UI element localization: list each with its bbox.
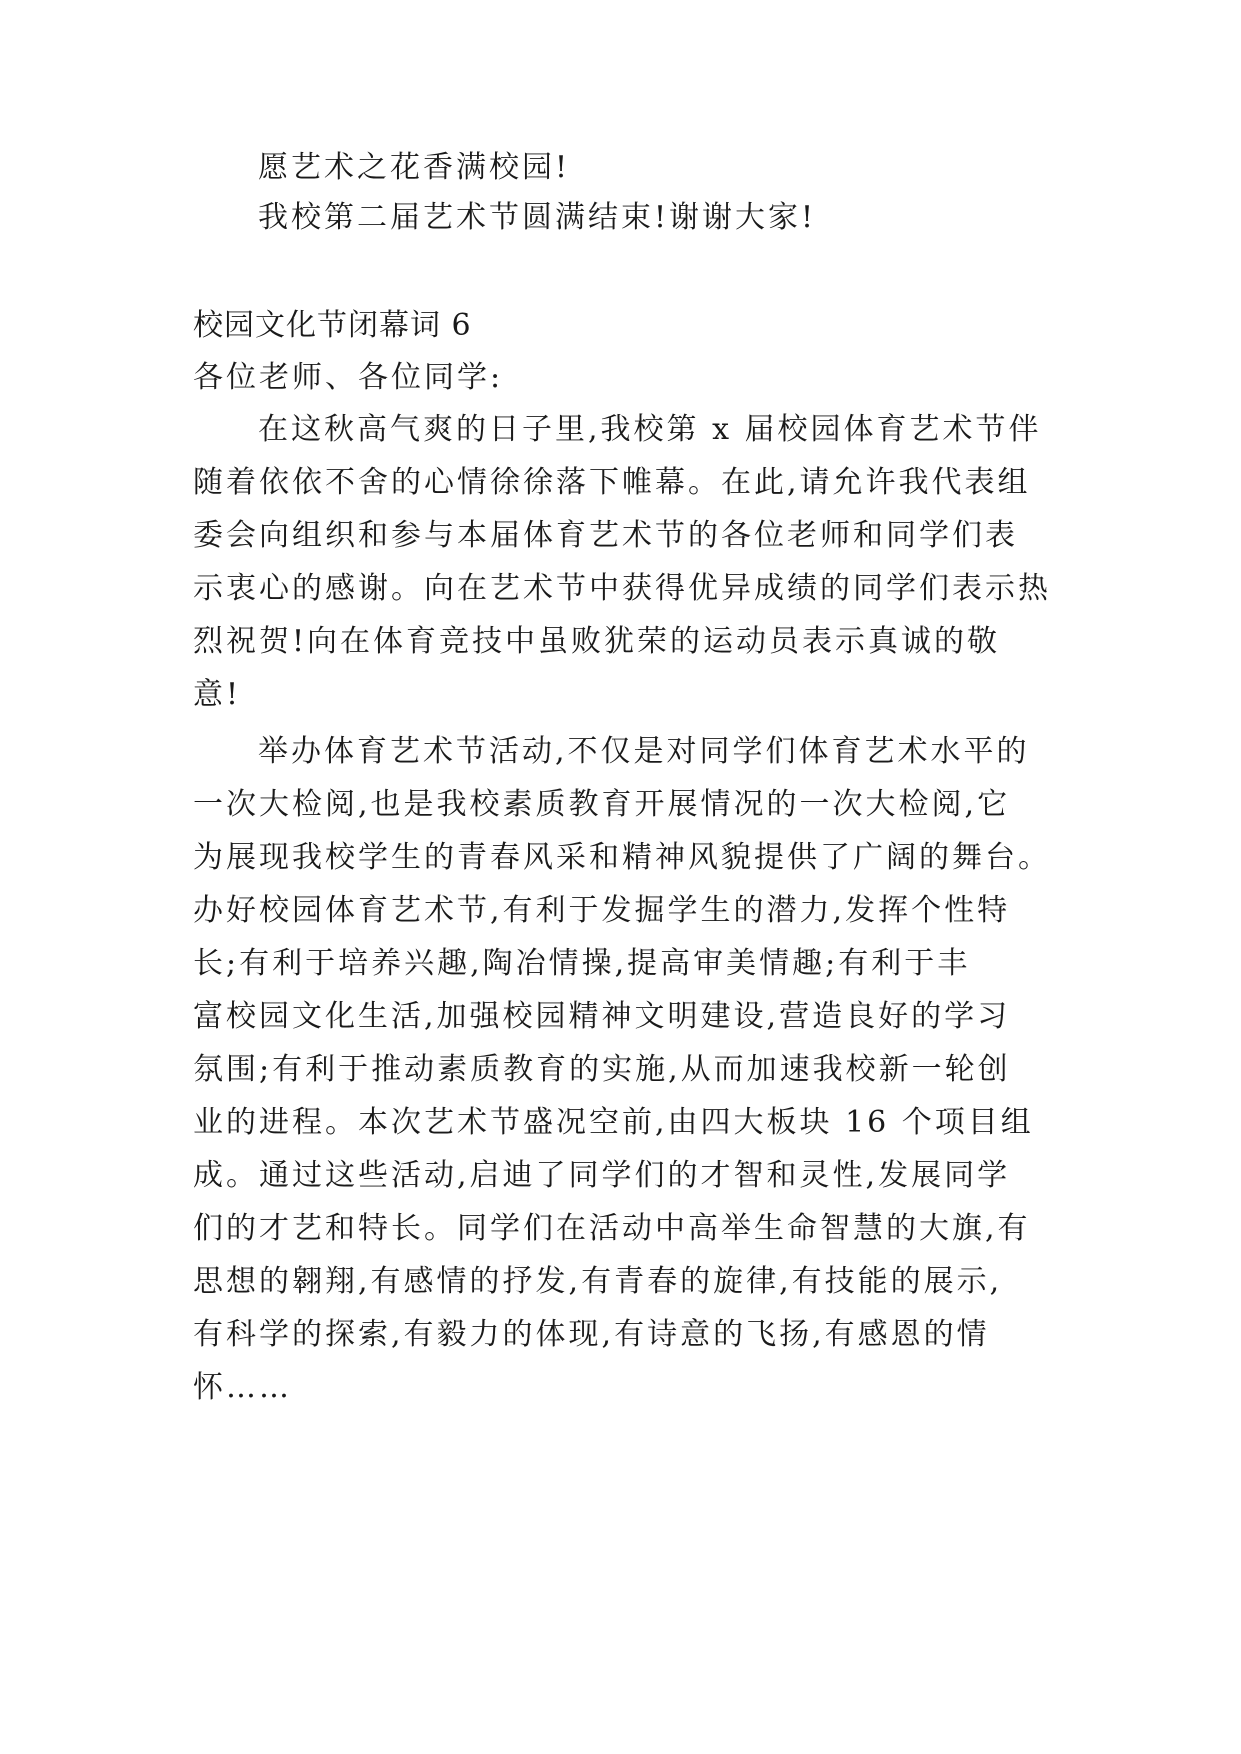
paragraph-line: 长;有利于培养兴趣,陶冶情操,提高审美情趣;有利于丰 — [193, 946, 971, 981]
paragraph-line: 办好校园体育艺术节,有利于发掘学生的潜力,发挥个性特 — [193, 893, 1011, 928]
paragraph-line: 举办体育艺术节活动,不仅是对同学们体育艺术水平的 — [258, 734, 1030, 769]
paragraph-line: 为展现我校学生的青春风采和精神风貌提供了广阔的舞台。 — [193, 840, 1051, 875]
paragraph-line: 业的进程。本次艺术节盛况空前,由四大板块 16 个项目组 — [193, 1105, 1034, 1140]
paragraph-line: 成。通过这些活动,启迪了同学们的才智和灵性,发展同学 — [193, 1158, 1011, 1193]
section-title: 校园文化节闭幕词 6 — [193, 308, 472, 343]
paragraph-line: 有科学的探索,有毅力的体现,有诗意的飞扬,有感恩的情 — [193, 1317, 990, 1352]
closing-line: 我校第二届艺术节圆满结束!谢谢大家! — [258, 200, 817, 235]
paragraph-line: 思想的翱翔,有感情的抒发,有青春的旋律,有技能的展示, — [193, 1264, 1003, 1299]
paragraph-line: 委会向组织和参与本届体育艺术节的各位老师和同学们表 — [193, 518, 1018, 553]
paragraph-line: 随着依依不舍的心情徐徐落下帷幕。在此,请允许我代表组 — [193, 465, 1031, 500]
paragraph-line: 富校园文化生活,加强校园精神文明建设,营造良好的学习 — [193, 999, 1011, 1034]
salutation: 各位老师、各位同学: — [193, 360, 504, 395]
paragraph-line: 在这秋高气爽的日子里,我校第 x 届校园体育艺术节伴 — [258, 412, 1042, 447]
paragraph-line: 烈祝贺!向在体育竞技中虽败犹荣的运动员表示真诚的敬 — [193, 624, 1001, 659]
paragraph-line: 怀…… — [193, 1370, 292, 1405]
paragraph-line: 示衷心的感谢。向在艺术节中获得优异成绩的同学们表示热 — [193, 571, 1051, 606]
closing-line: 愿艺术之花香满校园! — [258, 150, 571, 185]
paragraph-line: 氛围;有利于推动素质教育的实施,从而加速我校新一轮创 — [193, 1052, 1011, 1087]
paragraph-line: 们的才艺和特长。同学们在活动中高举生命智慧的大旗,有 — [193, 1211, 1031, 1246]
paragraph-line: 意! — [193, 677, 242, 712]
paragraph-line: 一次大检阅,也是我校素质教育开展情况的一次大检阅,它 — [193, 787, 1011, 822]
